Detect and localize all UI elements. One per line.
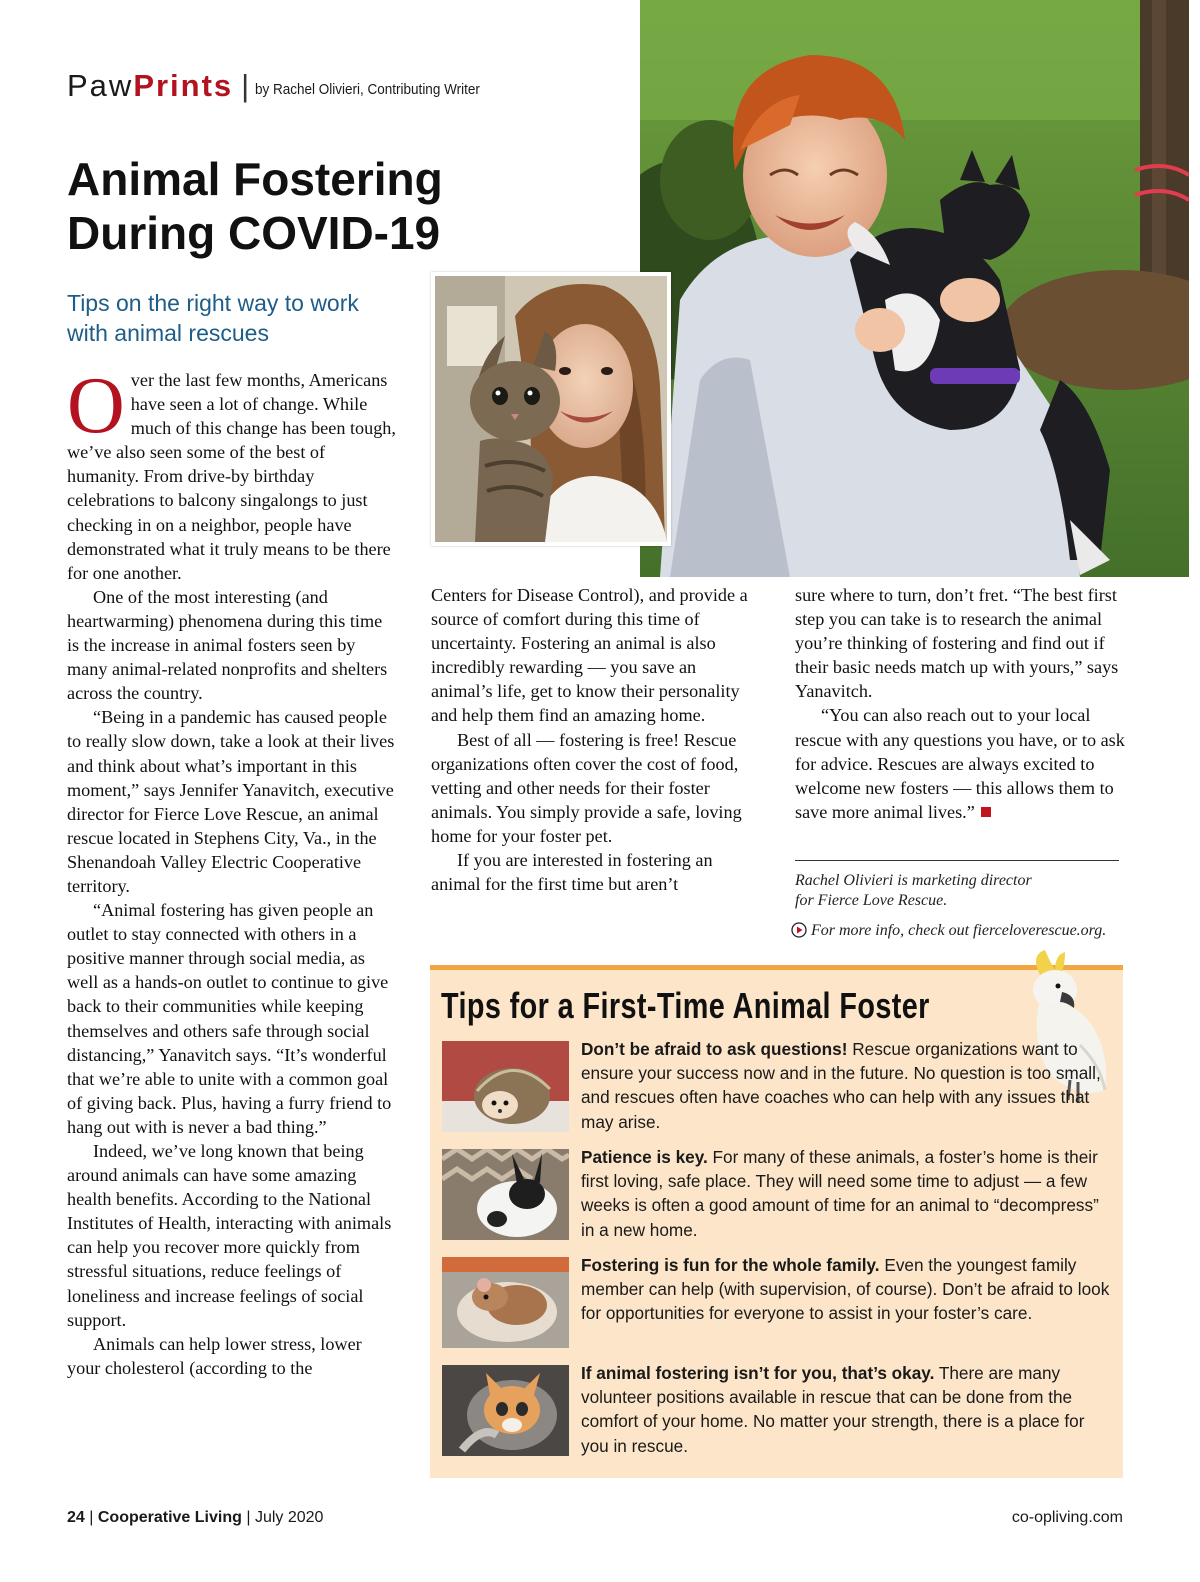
tip-heading: If animal fostering isn’t for you, that’s okay. (581, 1363, 935, 1383)
tip-heading: Patience is key. (581, 1147, 708, 1167)
title-line-2: During COVID-19 (67, 207, 441, 259)
subtitle-line-1: Tips on the right way to work (67, 290, 359, 316)
credit-line-2: for Fierce Love Rescue. (795, 892, 948, 909)
tip-text (581, 1361, 1111, 1458)
tip-body: Rescue organizations want to ensure your success now and in the future. No question is too small, and rescues often have coaches who can help with any issues that may arise. (581, 1039, 1101, 1132)
kitten-photo (442, 1365, 569, 1456)
article-column-3 (795, 583, 1125, 824)
more-info-link[interactable] (791, 921, 1131, 941)
paragraph: One of the most interesting (and heartwarming) phenomena during this time is the increase in animal fosters seen by many animal-related nonprofits and shelters across the country. (67, 586, 388, 704)
tip-heading: Don’t be afraid to ask questions! (581, 1039, 848, 1059)
brand-part1: Paw (67, 68, 134, 103)
paragraph: “Being in a pandemic has caused people to really slow down, take a look at their lives and think about what’s important in this moment,” says Jennifer Yanavitch, executive director for Fierce Love Rescue, an animal rescue located in Stephens City, Va., in the Shenandoah Valley Electric Cooperative territory. (67, 707, 395, 896)
footer-publication (67, 1509, 323, 1527)
play-circle-icon (791, 922, 807, 938)
issue-date: July 2020 (254, 1509, 324, 1526)
tip-body: There are many volunteer positions available in rescue that can be done from the comfort of your home. No matter your strength, there is a place for you in rescue. (581, 1363, 1085, 1456)
article-column-1 (67, 362, 397, 1380)
paragraph: Centers for Disease Control), and provide a source of comfort during this time of uncertainty. Fostering an animal is also incredibly rewarding — you save an animal’s life, get to know their personality and help them find an amazing home. (431, 585, 748, 726)
paragraph-last (795, 703, 1125, 823)
brand-part2: Prints (133, 68, 234, 103)
article-title (67, 152, 487, 260)
magazine-name: Cooperative Living (97, 1509, 242, 1526)
credit-line-1: Rachel Olivieri is marketing director (795, 872, 1032, 889)
boy-with-puppy-photo (640, 0, 1189, 577)
hedgehog-photo (442, 1041, 569, 1132)
girl-with-kitten-photo (431, 272, 671, 546)
end-mark-icon (981, 807, 991, 817)
brand-separator: | (241, 68, 252, 103)
subtitle-line-2: with animal rescues (67, 320, 269, 346)
rabbit-photo (442, 1149, 569, 1240)
paragraph: ver the last few months, Americans have seen a lot of change. While much of this change has been tough, we’ve also seen some of the best of humanity. From drive-by birthday celebrations to balcony singalongs to just checking in on a neighbor, people have demonstrated what it truly means to be there for one another. (67, 370, 396, 583)
paragraph: If you are interested in fostering an animal for the first time but aren’t (431, 850, 713, 895)
credit-divider (795, 860, 1119, 861)
brand-logo (67, 68, 261, 104)
tip-body: For many of these animals, a foster’s home is their first loving, safe place. They will need some time to adjust — a few weeks is often a good amount of time for an animal to “decompress” in a new home. (581, 1147, 1099, 1240)
byline: by Rachel Olivieri, Contributing Writer (255, 81, 480, 98)
drop-cap: O (67, 362, 125, 450)
paragraph: Indeed, we’ve long known that being around animals can have some amazing health benefits. According to the National Institutes of Health, interacting with animals can help you recover more quickly from stressful situations, reduce feelings of loneliness and increase feelings of social support. (67, 1141, 392, 1330)
article-subtitle (67, 288, 427, 348)
tip-heading: Fostering is fun for the whole family. (581, 1255, 880, 1275)
paragraph: sure where to turn, don’t fret. “The best first step you can take is to research the animal you’re thinking of fostering and find out if their basic needs match up with yours,” says Yanavitch. (795, 585, 1119, 702)
footer-website[interactable]: co-opliving.com (1011, 1509, 1123, 1526)
article-column-2 (431, 583, 761, 896)
page-number: 24 (67, 1509, 85, 1526)
tips-title: Tips for a First-Time Animal Foster (441, 985, 930, 1026)
rat-photo (442, 1257, 569, 1348)
tip-text (581, 1145, 1111, 1242)
author-credit (795, 871, 1125, 911)
tip-body: Even the youngest family member can help (with supervision, of course). Don’t be afraid to look for opportunities for everyone to assist in your foster’s care. (581, 1255, 1110, 1324)
paragraph-text: “You can also reach out to your local rescue with any questions you have, or to ask for advice. Rescues are always excited to welcome new fosters — this allows them to save more animal lives.” (795, 705, 1125, 822)
tip-text (581, 1037, 1111, 1134)
more-info-text: For more info, check out fierceloverescue.org. (811, 922, 1107, 939)
title-line-1: Animal Fostering (67, 153, 443, 205)
footer-sep-1: | (89, 1509, 94, 1526)
footer-sep-2: | (246, 1509, 251, 1526)
paragraph: Best of all — fostering is free! Rescue organizations often cover the cost of food, vetting and other needs for their foster animals. You simply provide a safe, loving home for your foster pet. (431, 729, 742, 846)
paragraph: Animals can help lower stress, lower your cholesterol (according to the (67, 1333, 362, 1378)
tip-text (581, 1253, 1111, 1326)
paragraph: “Animal fostering has given people an outlet to stay connected with others in a positive manner through social media, as well as a hands-on outlet to continue to give back to their communities while keeping themselves and others safe through social distancing,” Yanavitch says. “It’s wonderful that we’re able to unite with a common goal of giving back. Plus, having a furry friend to hang out with is never a bad thing.” (67, 900, 392, 1137)
